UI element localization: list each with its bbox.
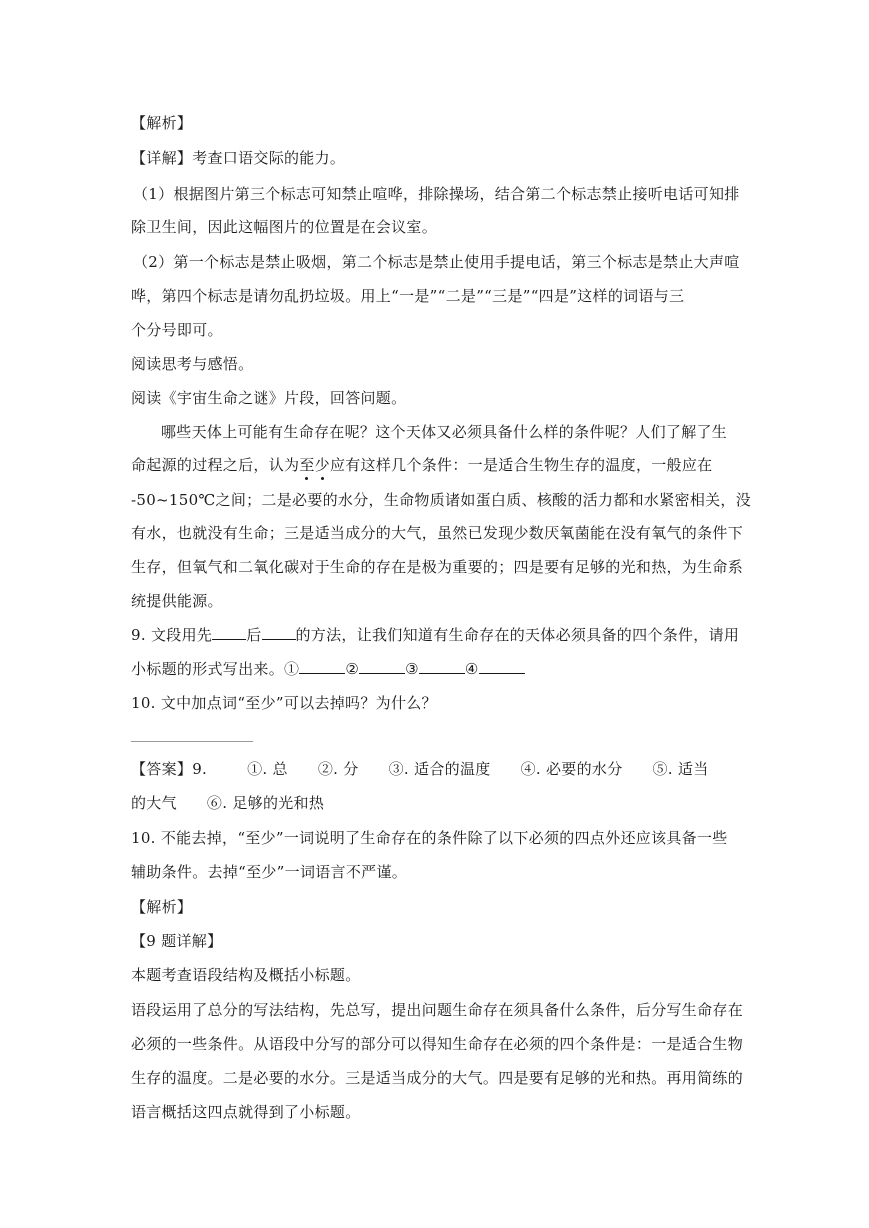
answer-blank[interactable] bbox=[359, 659, 405, 674]
paragraph-line: 个分号即可。 bbox=[131, 321, 223, 339]
passage-line: -50~150℃之间；二是必要的水分，生命物质诸如蛋白质、核酸的活力都和水紧密相关，没 bbox=[131, 491, 752, 509]
dotted-character: 少 bbox=[314, 456, 330, 474]
reading-instruction: 阅读《宇宙生命之谜》片段，回答问题。 bbox=[131, 389, 407, 407]
question-text: 的方法，让我们知道有生命存在的天体必须具备的四个条件，请用 bbox=[295, 626, 740, 644]
analysis-heading: 【解析】 bbox=[131, 898, 193, 916]
question-10: 10. 文中加点词“至少”可以去掉吗？为什么？ bbox=[131, 694, 437, 712]
question-9 bbox=[131, 625, 739, 645]
detail-heading-line: 【详解】考查口语交际的能力。 bbox=[131, 149, 346, 167]
dotted-character: 至 bbox=[299, 456, 315, 474]
answer-item: ⑥. 足够的光和热 bbox=[206, 794, 325, 812]
answer-label: 【答案】9. bbox=[131, 760, 208, 778]
answer-blank[interactable] bbox=[299, 659, 345, 674]
divider bbox=[131, 741, 253, 742]
answer-blank[interactable] bbox=[419, 659, 465, 674]
blank-number: ③ bbox=[405, 660, 419, 678]
answer-item: ③. 适合的温度 bbox=[388, 760, 491, 778]
passage-text: 应有这样几个条件：一是适合生物生存的温度，一般应在 bbox=[329, 456, 713, 474]
answer-blank[interactable] bbox=[479, 659, 525, 674]
question-9-detail-heading: 【9 题详解】 bbox=[131, 932, 223, 950]
explanation-line: 生存的温度。二是必要的水分。三是适当成分的大气。四是要有足够的光和热。再用简练的 bbox=[131, 1069, 744, 1087]
passage-line: 哪些天体上可能有生命存在呢？这个天体又必须具备什么样的条件呢？人们了解了生 bbox=[161, 423, 728, 441]
answer-blank[interactable] bbox=[262, 625, 296, 640]
blank-number: ② bbox=[345, 660, 360, 678]
question-text: 小标题的形式写出来。① bbox=[131, 660, 300, 678]
explanation-line: 必须的一些条件。从语段中分写的部分可以得知生命存在必须的四个条件是：一是适合生物 bbox=[131, 1035, 744, 1053]
answer-10-line: 10. 不能去掉，“至少”一词说明了生命存在的条件除了以下必须的四点外还应该具备一些 bbox=[131, 829, 728, 847]
analysis-heading: 【解析】 bbox=[131, 114, 193, 132]
blank-number: ④ bbox=[464, 660, 479, 678]
explanation-line: 本题考查语段结构及概括小标题。 bbox=[131, 966, 361, 984]
answer-item: 的大气 bbox=[131, 794, 177, 812]
paragraph-line: 除卫生间，因此这幅图片的位置是在会议室。 bbox=[131, 218, 438, 236]
section-heading: 阅读思考与感悟。 bbox=[131, 355, 254, 373]
passage-line: 有水，也就没有生命；三是适当成分的大气，虽然已发现少数厌氧菌能在没有氧气的条件下 bbox=[131, 524, 744, 542]
answer-10-line: 辅助条件。去掉“至少”一词语言不严谨。 bbox=[131, 863, 408, 881]
explanation-line: 语言概括这四点就得到了小标题。 bbox=[131, 1103, 361, 1121]
paragraph-line: （1）根据图片第三个标志可知禁止喧哗，排除操场，结合第二个标志禁止接听电话可知排 bbox=[133, 185, 740, 203]
answer-item: ②. 分 bbox=[317, 760, 359, 778]
answer-item: ⑤. 适当 bbox=[652, 760, 709, 778]
paragraph-line: （2）第一个标志是禁止吸烟，第二个标志是禁止使用手提电话，第三个标志是禁止大声喧 bbox=[133, 253, 740, 271]
question-text: 后 bbox=[246, 626, 262, 644]
passage-line: 统提供能源。 bbox=[131, 592, 223, 610]
answer-blank[interactable] bbox=[212, 625, 246, 640]
question-9-line-2 bbox=[131, 659, 525, 679]
passage-line: 生存，但氧气和二氧化碳对于生命的存在是极为重要的；四是要有足够的光和热，为生命系 bbox=[131, 558, 744, 576]
answer-9-line-2 bbox=[131, 793, 324, 813]
paragraph-line: 哗，第四个标志是请勿乱扔垃圾。用上“一是”“二是”“三是”“四是”这样的词语与三 bbox=[131, 287, 685, 305]
passage-text: 命起源的过程之后，认为 bbox=[131, 456, 300, 474]
answer-item: ①. 总 bbox=[247, 760, 288, 778]
answer-item: ④. 必要的水分 bbox=[520, 760, 623, 778]
answer-9-line bbox=[131, 759, 709, 779]
passage-line bbox=[131, 455, 712, 475]
explanation-line: 语段运用了总分的写法结构，先总写，提出问题生命存在须具备什么条件，后分写生命存在 bbox=[131, 1001, 744, 1019]
question-text: 9. 文段用先 bbox=[131, 626, 213, 644]
